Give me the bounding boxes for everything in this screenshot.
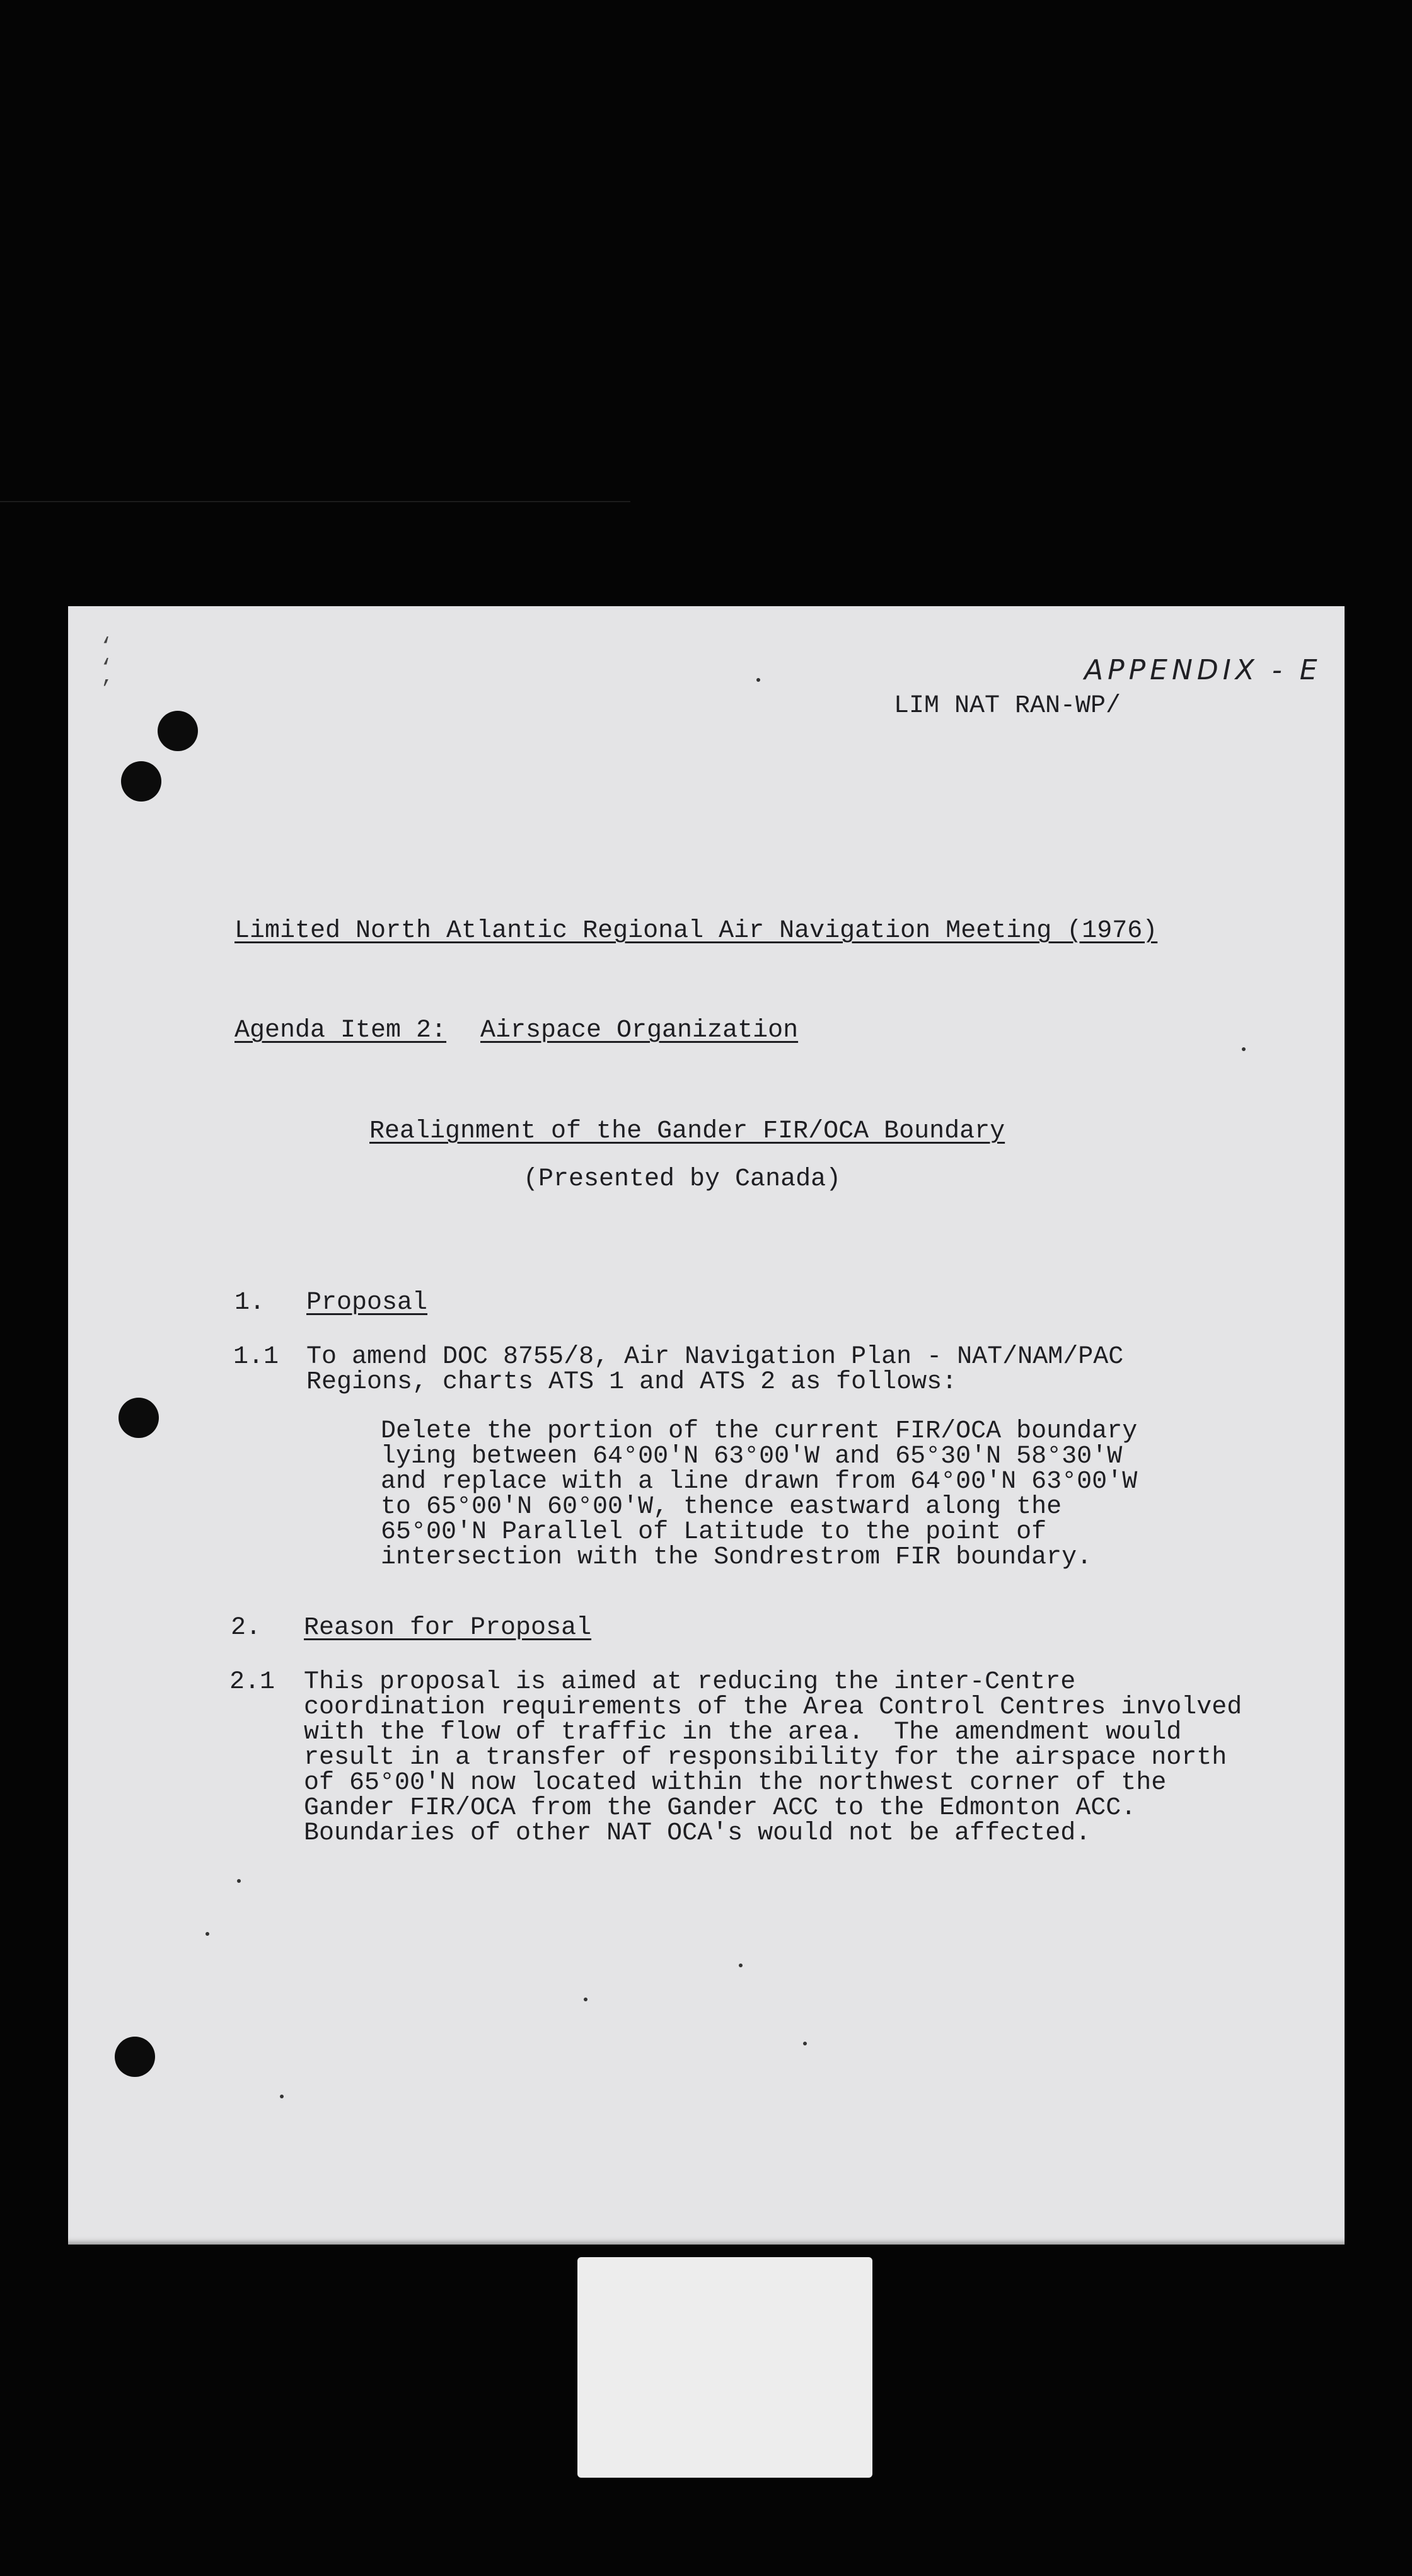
scan-edge-line [0,501,630,502]
scan-speck [803,2042,807,2045]
text-line: of 65°00'N now located within the northwest corner of the [304,1769,1167,1797]
section-1-1-number: 1.1 [233,1343,279,1371]
text-line: coordination requirements of the Area Control Centres involved [304,1693,1242,1722]
section-1-number: 1. [234,1289,265,1317]
presenter-line: (Presented by Canada) [523,1165,842,1193]
text-line: Delete the portion of the current FIR/OCA boundary [381,1417,1138,1446]
document-reference: LIM NAT RAN-WP/ [894,692,1121,720]
handwritten-appendix-note: APPENDIX - E [1084,654,1322,686]
section-2-number: 2. [231,1614,262,1642]
text-line: Regions, charts ATS 1 and ATS 2 as follows: [306,1368,958,1396]
scan-speck [1242,1047,1246,1051]
section-1-1-text [306,1345,1123,1395]
text-line: 65°00'N Parallel of Latitude to the point of [381,1518,1047,1546]
section-2-1-number: 2.1 [229,1668,275,1696]
scan-speck [739,1964,743,1967]
text-line: lying between 64°00'N 63°00'W and 65°30'N 58°30'W [381,1442,1123,1471]
amendment-quote [381,1419,1137,1570]
agenda-item-topic: Airspace Organization [480,1016,799,1045]
scan-speck [280,2095,284,2098]
scan-speck [584,1998,587,2001]
punch-hole [158,711,198,751]
text-line: This proposal is aimed at reducing the inter-Centre [304,1668,1076,1696]
document-page [68,606,1345,2245]
scan-speck [205,1932,209,1936]
text-line: Boundaries of other NAT OCA's would not be affected. [304,1819,1091,1848]
text-line: and replace with a line drawn from 64°00'N 63°00'W [381,1468,1138,1496]
punch-hole [119,1398,159,1438]
blank-label-tab [577,2257,872,2478]
text-line: To amend DOC 8755/8, Air Navigation Plan - NAT/NAM/PAC [306,1343,1124,1371]
scan-speck [756,678,760,682]
section-1-heading: Proposal [306,1289,428,1317]
document-title: Realignment of the Gander FIR/OCA Boundary [369,1117,1005,1146]
margin-marks: ‘ ‘ ’ [100,635,113,702]
text-line: Gander FIR/OCA from the Gander ACC to the Edmonton ACC. [304,1794,1137,1822]
text-line: with the flow of traffic in the area. The amendment would [304,1718,1182,1747]
text-line: to 65°00'N 60°00'W, thence eastward along the [381,1493,1062,1521]
text-line: intersection with the Sondrestrom FIR boundary. [381,1543,1092,1572]
scan-speck [237,1879,241,1883]
text-line: result in a transfer of responsibility for the airspace north [304,1744,1227,1772]
section-2-1-text [304,1670,1242,1846]
punch-hole [121,761,161,802]
punch-hole [115,2037,155,2077]
section-2-heading: Reason for Proposal [304,1614,592,1642]
agenda-item-label: Agenda Item 2: [234,1016,447,1045]
meeting-title: Limited North Atlantic Regional Air Navigation Meeting (1976) [234,917,1158,945]
